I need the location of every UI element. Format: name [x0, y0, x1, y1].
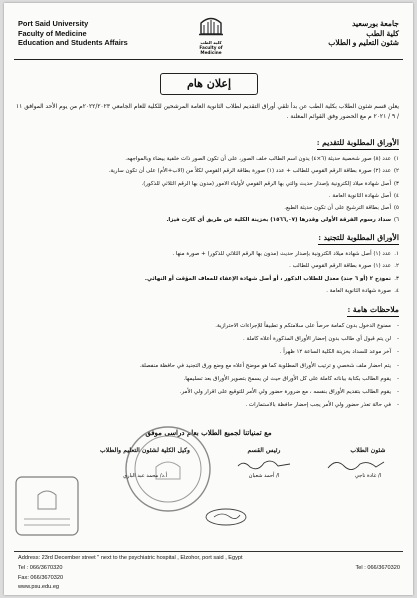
list-item: ٥) أصل بطاقة الترشيح على أن تكون حديثة الطبع.: [284, 205, 399, 212]
signature-name-student-affairs: ا/ غادة ناجي: [354, 473, 382, 479]
faculty-logo: [191, 14, 231, 55]
list-item: ٤. صورة شهادة الثانوية العامة .: [326, 287, 399, 294]
logo-caption-en: Faculty of Medicine: [199, 45, 223, 55]
header-arabic: [279, 19, 399, 48]
list-item: - ممنوع الدخول بدون كمامة حرصاً على سلامتكم و تطبيقاً للإجراءات الاحترازية.: [215, 323, 399, 329]
list-item: ٤) أصل شهادة الثانوية العامة .: [328, 192, 399, 199]
announcement-page: [4, 3, 413, 595]
list-item: ٢) عدد (٢) صورة بطاقة الرقم القومي للطالب + عدد (١) صورة بطاقة الرقم القومي لكلاً من (الاب+الأم) على أن تكون سارية.: [108, 168, 399, 175]
section-heading-application-papers: الأوراق المطلوبة للتقديم :: [317, 138, 399, 150]
list-item: ١. عدد (١) أصل شهادة ميلاد الكترونية بإصدار حديث (مدون بها الرقم الثلاثي للذكور) + صورة منها .: [172, 251, 399, 257]
university-name-ar: جامعة بورسعيد: [352, 19, 399, 28]
list-item: - لن يتم قبول أي طالب بدون إحضار الأوراق المذكورة أعلاه كاملة .: [243, 336, 399, 343]
signature-name-department-head: ا/ أحمد شعبان: [248, 473, 280, 479]
header-english: [18, 19, 138, 48]
signature-name-vice-dean: أ.د/ محمد عبد الباري: [122, 473, 168, 479]
department-name-ar: شئون التعليم و الطلاب: [328, 38, 399, 47]
faculty-emblem-icon: [198, 14, 224, 36]
list-item: - في حالة تعذر حضور ولي الأمر يجب إحضار حافظة بالاستمارات .: [245, 402, 399, 409]
footer-website[interactable]: www.psu.edu.eg: [18, 584, 60, 591]
university-name-en: Port Said University: [18, 19, 89, 28]
footer-fax: Fax: 066/3670320: [18, 574, 64, 581]
list-item: ٢. عدد (١) صورة بطاقة الرقم القومي للطالب .: [289, 263, 399, 270]
section-heading-notes: ملاحظات هامة :: [347, 305, 399, 317]
notes-list: [16, 320, 399, 412]
military-papers-list: [16, 248, 399, 297]
faculty-name-en: Faculty of Medicine: [18, 28, 87, 38]
footer-tel-2: Tel : 066/3670320: [355, 564, 400, 571]
footer: [18, 554, 400, 593]
list-item: - يقوم الطالب بتقديم الأوراق بنفسه ، مع ضرورة حضور ولي الأمر للتوقيع على اقرار ولي الأمر.: [179, 389, 399, 396]
list-item: - آخر موعد للسداد بخزينة الكلية الساعة ١٢ ظهراً .: [279, 349, 399, 356]
list-item: ٣. نموذج ٢ (أو ٦ جند) معدل للطلاب الذكور ، أو أصل شهادة الإعفاء للمعاف المؤقت أو النهائي.: [144, 275, 399, 282]
logo-caption-ar: كلية الطب: [200, 40, 222, 45]
header-divider: [14, 59, 403, 60]
list-item: - يقوم الطالب بكتابة بياناته كاملة على كل الأوراق حيث لن يسمح بتصوير الأوراق بعد تسليمها.: [183, 375, 399, 382]
signature-title-student-affairs: شئون الطلاب: [350, 447, 386, 454]
list-item: ٦) سداد رسوم الفرقة الأولى وقدرها (١٥٦٦,٠٧) بخزينة الكلية عن طريق أى كارت فيزا.: [166, 217, 399, 224]
list-item: ٣) أصل شهادة ميلاد إلكترونية بإصدار حديث والتي بها الرقم القومي لأولياء الامور (مدون بها الرقم الثلاثي للذكور).: [141, 180, 399, 187]
signature-title-department-head: رئيس القسم: [247, 447, 281, 454]
official-stamp: [14, 469, 80, 543]
handwritten-signature: [200, 503, 252, 527]
signature-title-vice-dean: وكيل الكلية لشئون التعليم والطلاب: [99, 447, 191, 454]
application-papers-list: [16, 153, 399, 227]
list-item: ١) عدد (٨) صور شخصية حديثة (٦×٤) يدون اسم الطالب خلف الصور، على أن تكون الصور ذات خلفية بيضاء وبالمواجهه.: [125, 156, 399, 162]
list-item: - يتم احضار ملف شخصي و ترتيب الأوراق المطلوبة كما هو موضح أعلاه مع وضع ورق التجنيد في حافظة منفصلة.: [139, 362, 399, 369]
department-name-en: Education and Students Affairs: [18, 38, 128, 47]
footer-tel: Tel : 066/3670320: [18, 564, 63, 571]
footer-divider: [14, 551, 403, 552]
handwritten-signature: [236, 458, 292, 472]
faculty-name-ar: كلية الطب: [366, 28, 399, 38]
footer-address: Address: 23rd December street " next to the psychiatric hospital , Elzohor, port said , Egypt: [18, 555, 243, 561]
handwritten-signature: [326, 458, 386, 472]
closing-wish: مع تمنياتنا لجميع الطلاب بعام دراسي موفق: [145, 428, 272, 437]
announcement-intro: يعلن قسم شئون الطلاب بكلية الطب عن بدأ تلقي أوراق التقديم لطلاب الثانوية العامة المرشحين للكلية للعام الجامعي ٢٠٢٢/٢٠٢٣م من يوم الأحد الموافق ١١ / ٩ / ٢٠٢١ م مع الحضور وفق القوائم المعلنة .: [16, 104, 399, 121]
announcement-title: إعلان هام: [160, 73, 258, 95]
section-heading-military-papers: الأوراق المطلوبة للتجنيد :: [318, 233, 399, 245]
